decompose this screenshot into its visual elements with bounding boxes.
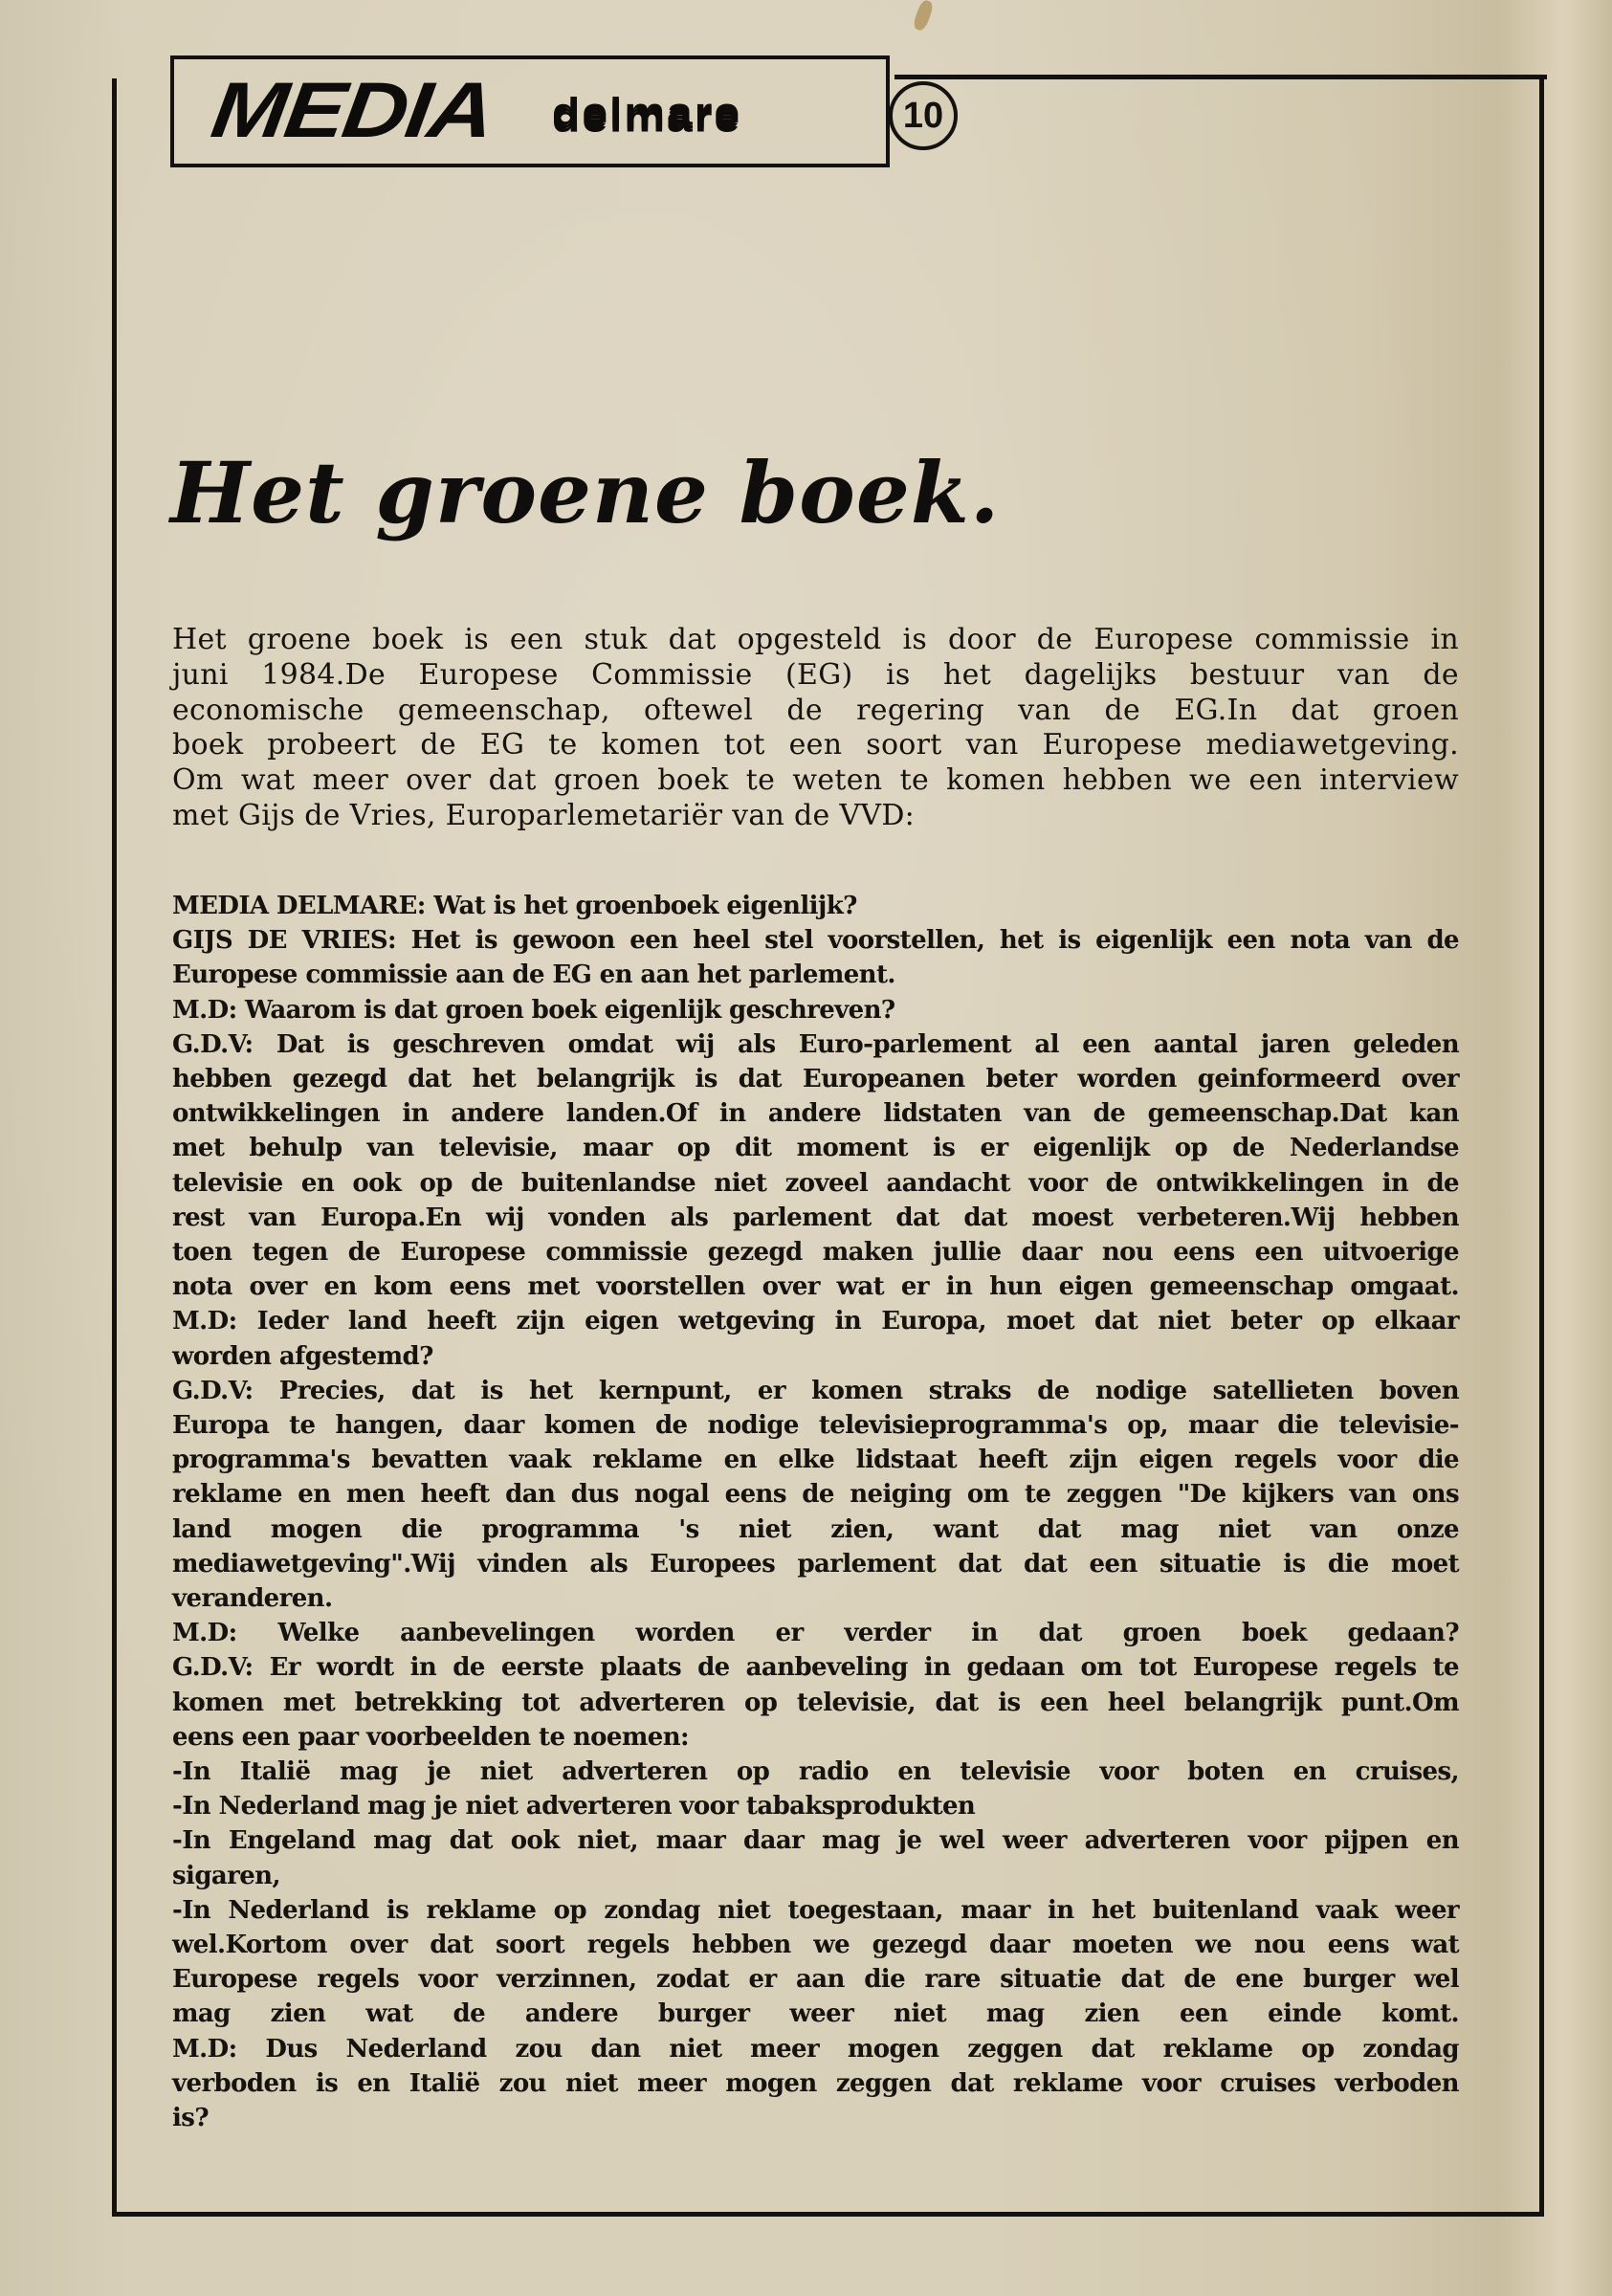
- interview-line: Europa te hangen, daar komen de nodige televisieprogramma's op, maar die televisie-: [172, 1411, 1459, 1440]
- interview-line: -In Nederland is reklame op zondag niet toegestaan, maar in het buitenland vaak weer: [172, 1895, 1459, 1925]
- interview-line: GIJS DE VRIES: Het is gewoon een heel stel voorstellen, het is eigenlijk een nota van de: [172, 926, 1459, 956]
- interview-line: Europese commissie aan de EG en aan het parlement.: [172, 960, 895, 990]
- intro-line: boek probeert de EG te komen tot een soort van Europese mediawetgeving.: [172, 728, 1459, 762]
- interview-line: -In Nederland mag je niet adverteren voor tabaksprodukten: [172, 1792, 976, 1821]
- logo-media: MEDIA: [206, 67, 498, 154]
- masthead: [170, 55, 890, 167]
- interview-line: G.D.V: Er wordt in de eerste plaats de aanbeveling in gedaan om tot Europese regels te: [172, 1653, 1459, 1683]
- intro-line: economische gemeenschap, oftewel de regering van de EG.In dat groen: [172, 693, 1459, 727]
- interview-line: mediawetgeving".Wij vinden als Europees parlement dat dat een situatie is die moet: [172, 1549, 1459, 1578]
- interview-line: met behulp van televisie, maar op dit moment is er eigenlijk op de Nederlandse: [172, 1134, 1459, 1163]
- article-title: Het groene boek.: [170, 443, 1001, 542]
- interview-line: televisie en ook op de buitenlandse niet zoveel aandacht voor de ontwikkelingen in de: [172, 1168, 1459, 1198]
- interview-line: G.D.V: Precies, dat is het kernpunt, er komen straks de nodige satellieten boven: [172, 1376, 1459, 1405]
- interview-line: nota over en kom eens met voorstellen over wat er in hun eigen gemeenschap omgaat.: [172, 1272, 1459, 1302]
- intro-line: Het groene boek is een stuk dat opgesteld is door de Europese commissie in: [172, 623, 1459, 656]
- interview-line: M.D: Waarom is dat groen boek eigenlijk geschreven?: [172, 995, 895, 1025]
- page-border-top: [894, 75, 1547, 79]
- interview-line: wel.Kortom over dat soort regels hebben we gezegd daar moeten we nou eens wat: [172, 1931, 1459, 1959]
- paper-stain: [912, 0, 935, 32]
- interview-line: rest van Europa.En wij vonden als parlement dat dat moest verbeteren.Wij hebben: [172, 1203, 1459, 1232]
- interview-line: toen tegen de Europese commissie gezegd maken jullie daar nou eens een uitvoerige: [172, 1238, 1459, 1267]
- interview-line: komen met betrekking tot adverteren op televisie, dat is een heel belangrijk punt.Om: [172, 1688, 1459, 1717]
- interview-line: M.D: Welke aanbevelingen worden er verder in dat groen boek gedaan?: [172, 1619, 1459, 1648]
- intro-line: juni 1984.De Europese Commissie (EG) is het dagelijks bestuur van de: [172, 657, 1459, 692]
- logo-delmare: delmare: [552, 91, 742, 135]
- intro-line: Om wat meer over dat groen boek te weten te komen hebben we een interview: [172, 763, 1459, 798]
- interview-line: hebben gezegd dat het belangrijk is dat Europeanen beter worden geinformeerd over: [172, 1065, 1459, 1093]
- interview-line: MEDIA DELMARE: Wat is het groenboek eigenlijk?: [172, 892, 857, 920]
- interview-line: G.D.V: Dat is geschreven omdat wij als Euro-parlement al een aantal jaren geleden: [172, 1029, 1459, 1059]
- intro-line: met Gijs de Vries, Europarlemetariër van de VVD:: [172, 799, 916, 832]
- interview-line: M.D: Ieder land heeft zijn eigen wetgeving in Europa, moet dat niet beter op elkaar: [172, 1307, 1459, 1336]
- interview-line: eens een paar voorbeelden te noemen:: [172, 1722, 689, 1752]
- interview-line: land mogen die programma 's niet zien, want dat mag niet van onze: [172, 1514, 1459, 1544]
- interview-line: worden afgestemd?: [172, 1341, 433, 1371]
- interview-line: veranderen.: [172, 1584, 333, 1613]
- interview-line: ontwikkelingen in andere landen.Of in andere lidstaten van de gemeenschap.Dat kan: [172, 1099, 1459, 1129]
- interview-line: -In Italië mag je niet adverteren op radio en televisie voor boten en cruises,: [172, 1757, 1459, 1786]
- interview-line: programma's bevatten vaak reklame en elke lidstaat heeft zijn eigen regels voor die: [172, 1446, 1459, 1475]
- interview-line: sigaren,: [172, 1861, 280, 1890]
- interview-line: Europese regels voor verzinnen, zodat er aan die rare situatie dat de ene burger wel: [172, 1965, 1459, 1995]
- interview-line: is?: [172, 2104, 209, 2132]
- interview-line: mag zien wat de andere burger weer niet mag zien een einde komt.: [172, 1999, 1459, 2029]
- interview-line: reklame en men heeft dan dus nogal eens de neiging om te zeggen "De kijkers van ons: [172, 1480, 1459, 1510]
- page-number-badge: 10: [889, 81, 958, 150]
- interview-line: verboden is en Italië zou niet meer mogen zeggen dat reklame voor cruises verboden: [172, 2068, 1459, 2098]
- interview-line: -In Engeland mag dat ook niet, maar daar mag je wel weer adverteren voor pijpen en: [172, 1826, 1459, 1856]
- interview-line: M.D: Dus Nederland zou dan niet meer mogen zeggen dat reklame op zondag: [172, 2034, 1459, 2064]
